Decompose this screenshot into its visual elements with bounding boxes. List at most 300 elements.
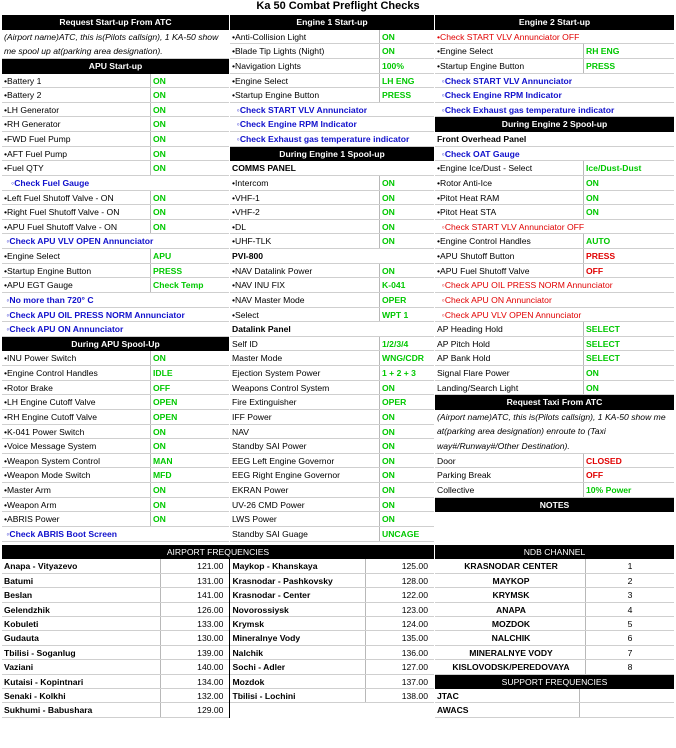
table-cell-value: 2 [627,575,633,586]
table-row-nalchik [435,631,674,645]
checklist-row-vhf-2 [230,205,434,220]
table-cell-name: Maykop - Khanskaya [230,559,366,572]
checklist-item-label: •RH Engine Cutoff Valve [2,410,151,424]
table-row-krasnodar-pashkovsky [230,574,434,588]
checklist-item-label: •Select [230,308,380,322]
checklist-item-label: IFF Power [230,410,380,424]
checklist-row-apu-egt-gauge [2,278,229,293]
table-row-kobuleti [2,617,229,631]
checklist-item-value: MAN [153,455,173,466]
checklist-item-label: ◦Check ABRIS Boot Screen [4,528,118,539]
table-cell-value: 121.00 [197,561,224,572]
checklist-item-label: •Pitot Heat STA [435,205,584,219]
table-row-krymsk [230,617,434,631]
checklist-row-collective [435,483,674,498]
checklist-row-nav [230,425,434,440]
checklist-row-signal-flare-power [435,366,674,381]
checklist-row-pitot-heat-sta [435,205,674,220]
checklist-item-label: •Startup Engine Button [435,59,584,73]
table-row-tbilisi-lochini [230,689,434,703]
page-title: Ka 50 Combat Preflight Checks [256,0,420,12]
checklist-row-self-id [230,337,434,352]
support-frequencies-list [435,689,674,718]
section-header-engine-2-startup: Engine 2 Start-up [435,15,674,30]
checklist-row-fuel-qty [2,161,229,176]
table-cell-name: Kobuleti [2,617,161,630]
checklist-item-value: ON [382,265,395,276]
table-cell-value: 123.00 [401,604,428,615]
checklist-item-value: ON [153,207,166,218]
checklist-item-value: ON [153,104,166,115]
table-cell-value: 128.00 [401,575,428,586]
table-cell-value [580,689,674,702]
checklist-row-apu-fuel-shutoff-valve [435,264,674,279]
checklist-row-anti-collision-light [230,30,434,45]
checklist-item-label: Master Mode [230,351,380,365]
table-row-tbilisi-soganlug [2,646,229,660]
checklist-item-value: ON [382,31,395,42]
checklist-row-startup-engine-button [2,264,229,279]
table-cell-value: 6 [627,633,633,644]
table-cell-name: Vaziani [2,660,161,673]
section-header-engine-1-startup: Engine 1 Start-up [230,15,434,30]
checklist-row-fire-extinguisher [230,395,434,410]
table-row-batumi [2,574,229,588]
checklist-row-voice-message-system [2,439,229,454]
checklist-item-label: Self ID [230,337,380,351]
checklist-item-label: •Blade Tip Lights (Night) [230,44,380,58]
checklist-item-value: PRESS [153,265,183,276]
checklist-item-value: ON [153,134,166,144]
checklist-item-label: ◦Check START VLV Annunciator OFF [437,221,585,232]
checklist-row-engine-select [2,249,229,264]
checklist-item-label: Door [435,454,584,468]
checklist-item-label: •VHF-2 [230,205,380,219]
checklist-item-value: ON [153,485,166,495]
checklist-row-engine-select [435,44,674,59]
front-overhead-panel-title: Front Overhead Panel [435,132,674,147]
checklist-item-label: NAV [230,425,380,439]
checklist-item-value: ON [382,455,395,466]
table-cell-value: 122.00 [401,590,428,601]
table-cell-value: 4 [627,604,633,615]
checklist-row-ap-pitch-hold [435,337,674,352]
checklist-item-value: ON [153,163,166,174]
checklist-row-eeg-left-engine-governor [230,454,434,469]
table-row-mineralnye-vody [435,646,674,660]
checklist-row-check-start-vlv-annunciator-off [435,220,674,235]
checklist-item-label: ◦Check Engine RPM Indicator [437,90,562,101]
table-row-gudauta [2,631,229,645]
checklist-row-standby-sai-guage [230,527,434,542]
table-cell-value: 130.00 [197,633,224,644]
table-row-maykop-khanskaya [230,559,434,573]
checklist-item-label: •Weapon System Control [2,454,151,468]
checklist-item-label: ◦Check APU VLV OPEN Annunciator [437,309,582,320]
table-cell-name: MAYKOP [435,574,586,587]
table-cell-value: 1 [627,561,633,572]
table-row-maykop [435,574,674,588]
checklist-row-dl [230,220,434,235]
table-cell-value: 3 [627,590,633,601]
checklist-item-label: AP Heading Hold [435,322,584,336]
section-header-apu-spool: During APU Spool-Up [2,337,229,352]
checklist-item-value: ON [382,426,395,437]
section-header-engine-2-spool: During Engine 2 Spool-up [435,117,674,132]
airport-list-right [230,559,434,717]
checklist-item-label: •Anti-Collision Light [230,30,380,44]
table-row-krasnodar-center [230,588,434,602]
request-taxi-text: (Airport name)ATC, this is(Pilots callsign), 1 KA-50 show me at(parking area designation) enroute to (Taxi way#/Runway#/Other Destination). [435,410,674,454]
checklist-item-label: •Pitot Heat RAM [435,191,584,205]
checklist-row-check-engine-rpm-indicator [230,117,434,132]
table-cell-name: Sochi - Adler [230,660,366,673]
checklist-item-label: ◦Check APU VLV OPEN Annunciator [4,236,154,247]
table-cell-name: NALCHIK [435,631,586,644]
engine-1-startup-list [230,30,434,147]
checklist-item-label: •Engine Select [2,249,151,263]
apu-spool-list [2,351,229,541]
checklist-item-label: •APU Fuel Shutoff Valve - ON [2,220,151,234]
table-cell-value: 8 [627,662,633,673]
checklist-row-lh-generator [2,103,229,118]
checklist-item-value: OPEN [153,397,178,408]
checklist-row-engine-control-handles [2,366,229,381]
checklist-row-engine-ice-dust-select [435,161,674,176]
section-header-apu-startup: APU Start-up [2,59,229,74]
checklist-item-label: AP Pitch Hold [435,337,584,351]
table-cell-value: 127.00 [401,662,428,673]
pvi-800-list [230,264,434,323]
checklist-row-check-engine-rpm-indicator [435,88,674,103]
checklist-item-value: ON [586,382,599,393]
checklist-row-check-fuel-gauge [2,176,229,191]
checklist-item-value: APU [153,251,172,261]
checklist-item-label: •Voice Message System [2,439,151,453]
checklist-row-check-apu-vlv-open-annunciator [435,308,674,323]
checklist-item-value: PRESS [586,60,616,71]
checklist-row-apu-fuel-shutoff-valve-on [2,220,229,235]
checklist-item-value: ON [586,207,599,218]
checklist-item-label: Fire Extinguisher [230,395,380,409]
table-cell-name: KRASNODAR CENTER [435,559,586,572]
table-cell-value [580,703,674,716]
checklist-row-aft-fuel-pump [2,147,229,162]
table-cell-name: Krymsk [230,617,366,630]
airport-frequencies-table [2,545,434,718]
checklist-row-select [230,308,434,323]
checklist-row-left-fuel-shutoff-valve-on [2,191,229,206]
checklist-row-startup-engine-button [435,59,674,74]
table-row-jtac [435,689,674,703]
table-cell-name: Mineralnye Vody [230,631,366,644]
table-cell-name: MOZDOK [435,617,586,630]
checklist-item-value: PRESS [586,251,616,261]
checklist-item-label: •Intercom [230,176,380,190]
checklist-item-value: ON [382,441,395,452]
checklist-row-intercom [230,176,434,191]
checklist-item-label: ◦Check Engine RPM Indicator [232,119,357,130]
checklist-item-label: •Engine Select [435,44,584,58]
checklist-item-value: OPEN [153,411,178,422]
checklist-item-label: •RH Generator [2,117,151,131]
column-engine-1 [230,15,434,542]
checklist-item-value: MFD [153,470,172,481]
checklist-item-label: •DL [230,220,380,234]
table-cell-value: 7 [627,647,633,658]
checklist-row-check-apu-vlv-open-annunciator [2,234,229,249]
engine-2-startup-list [435,30,674,118]
table-cell-name: KRYMSK [435,588,586,601]
checklist-row-check-start-vlv-annunciator [230,103,434,118]
checklist-row-check-start-vlv-annunciator-off [435,30,674,45]
table-row-sukhumi-babushara [2,703,229,717]
checklist-item-label: •Right Fuel Shutoff Valve - ON [2,205,151,219]
checklist-row-rh-engine-cutoff-valve [2,410,229,425]
table-cell-value: 141.00 [197,590,224,601]
checklist-item-label: Parking Break [435,468,584,482]
section-header-request-startup: Request Start-up From ATC [2,15,229,30]
checklist-item-value: OFF [153,382,171,393]
checklist-row-ejection-system-power [230,366,434,381]
datalink-panel-title: Datalink Panel [230,322,434,337]
checklist-item-label: ◦Check START VLV Annunciator [437,75,573,86]
apu-startup-list [2,74,229,337]
checklist-item-value: ON [153,499,166,510]
table-cell-name: Mozdok [230,675,366,688]
checklist-item-label: ◦Check APU ON Annunciator [437,294,552,305]
checklist-item-label: •NAV INU FIX [230,278,380,292]
checklist-row-weapon-mode-switch [2,468,229,483]
engine-2-spool-list [435,147,674,396]
table-cell-name: Tbilisi - Lochini [230,689,366,702]
checklist-row-inu-power-switch [2,351,229,366]
checklist-item-value: SELECT [586,353,620,364]
table-cell-value: 137.00 [401,676,428,687]
checklist-item-value: ON [153,514,166,525]
table-cell-name: Krasnodar - Center [230,588,366,601]
checklist-item-value: 1/2/3/4 [382,338,409,349]
checklist-item-label: •Navigation Lights [230,59,380,73]
checklist-row-check-oat-gauge [435,147,674,162]
checklist-item-label: UV-26 CMD Power [230,498,380,512]
checklist-item-value: ON [153,221,166,232]
checklist-row-navigation-lights [230,59,434,74]
checklist-row-rotor-brake [2,381,229,396]
checklist-item-value: ON [382,514,395,525]
table-cell-name: Tbilisi - Soganlug [2,646,161,659]
checklist-item-label: LWS Power [230,512,380,526]
table-row-senaki-kolkhi [2,689,229,703]
checklist-item-label: •Engine Control Handles [2,366,151,380]
table-cell-name: MINERALNYE VODY [435,646,586,659]
checklist-row-ap-bank-hold [435,351,674,366]
table-row-anapa-vityazevo [2,559,229,573]
checklist-row-check-abris-boot-screen [2,527,229,542]
table-cell-value: 138.00 [401,690,428,701]
checklist-item-label: •Weapon Arm [2,498,151,512]
table-cell-value: 140.00 [197,662,224,673]
checklist-item-value: UNCAGE [382,528,420,539]
checklist-item-value: OFF [586,470,604,481]
checklist-item-value: ON [382,207,395,218]
checklist-row-parking-break [435,468,674,483]
checklist-row-apu-shutoff-button [435,249,674,264]
checklist-row-engine-control-handles [435,234,674,249]
checklist-item-label: Signal Flare Power [435,366,584,380]
checklist-item-value: ON [382,411,395,422]
checklist-item-label: •Engine Ice/Dust - Select [435,161,584,175]
checklist-item-value: ON [382,177,395,188]
checklist-row-check-apu-oil-press-norm-annunciator [435,278,674,293]
checklist-item-label: ◦Check APU OIL PRESS NORM Annunciator [437,280,613,291]
checklist-item-label: ◦Check OAT Gauge [437,148,520,159]
checklist-item-label: •Battery 2 [2,88,151,102]
checklist-row-weapon-arm [2,498,229,513]
checklist-item-value: ON [153,353,166,364]
checklist-row-check-apu-on-annunciator [435,293,674,308]
checklist-item-label: EKRAN Power [230,483,380,497]
pvi-800-title: PVI-800 [230,249,434,264]
checklist-item-label: •LH Engine Cutoff Valve [2,395,151,409]
table-cell-value: 125.00 [401,561,428,572]
checklist-item-label: ◦Check Exhaust gas temperature indicator [232,134,410,144]
checklist-row-door [435,454,674,469]
checklist-item-label: •Engine Control Handles [435,234,584,248]
checklist-item-label: •INU Power Switch [2,351,151,365]
table-cell-value: 5 [627,618,633,629]
checklist-item-value: ON [153,90,166,101]
checklist-item-label: •Left Fuel Shutoff Valve - ON [2,191,151,205]
checklist-item-value: ON [382,236,395,247]
checklist-item-value: AUTO [586,236,611,247]
checklist-item-label: ◦No more than 720° C [4,294,94,305]
checklist-item-label: •ABRIS Power [2,512,151,526]
checklist-row-check-apu-oil-press-norm-annunciator [2,308,229,323]
checklist-item-label: ◦Check APU ON Annunciator [4,324,124,335]
table-cell-value: 136.00 [401,647,428,658]
checklist-item-value: Check Temp [153,280,204,291]
table-row-sochi-adler [230,660,434,674]
checklist-item-label: Standby SAI Guage [230,527,380,541]
checklist-item-label: •Rotor Anti-Ice [435,176,584,190]
checklist-row-rotor-anti-ice [435,176,674,191]
checklist-row-standby-sai-power [230,439,434,454]
table-cell-value: 131.00 [197,575,224,586]
checklist-item-value: ON [153,75,166,86]
checklist-row-battery-2 [2,88,229,103]
ndb-channel-list [435,559,674,674]
checklist-item-value: ON [153,192,166,203]
checklist-item-value: ON [382,46,395,57]
section-header-notes: NOTES [435,498,674,513]
checklist-row-no-more-than-720-c [2,293,229,308]
checklist-item-value: WNG/CDR [382,353,425,364]
checklist-row-iff-power [230,410,434,425]
checklist-item-value: ON [382,221,395,232]
table-cell-name: ANAPA [435,603,586,616]
table-row-krymsk [435,588,674,602]
table-row-mozdok [230,675,434,689]
checklist-item-label: ◦Check START VLV Annunciator [232,104,368,115]
checklist-item-label: Weapons Control System [230,381,380,395]
checklist-item-value: SELECT [586,338,620,349]
checklist-item-label: AP Bank Hold [435,351,584,365]
checklist-item-value: ON [382,192,395,203]
table-cell-value: 139.00 [197,647,224,658]
checklist-item-value: ON [382,499,395,510]
checklist-item-label: •Master Arm [2,483,151,497]
checklist-item-value: WPT 1 [382,309,409,320]
table-cell-value: 129.00 [197,705,224,716]
checklist-item-value: OPER [382,294,407,305]
checklist-row-nav-inu-fix [230,278,434,293]
checklist-item-value: CLOSED [586,455,622,466]
checklist-item-label: •Fuel QTY [2,161,151,175]
checklist-item-value: LH ENG [382,75,415,86]
checklist-row-pitot-heat-ram [435,191,674,206]
table-cell-value: 133.00 [197,618,224,629]
table-row-anapa [435,603,674,617]
checklist-item-label: •NAV Master Mode [230,293,380,307]
table-cell-name: Nalchik [230,646,366,659]
checklist-row-nav-datalink-power [230,264,434,279]
table-cell-name: KISLOVODSK/PEREDOVAYA [435,660,586,673]
checklist-item-label: •APU Fuel Shutoff Valve [435,264,584,278]
checklist-row-startup-engine-button [230,88,434,103]
checklist-item-label: •VHF-1 [230,191,380,205]
checklist-item-label: •APU EGT Gauge [2,278,151,292]
checklist-row-ap-heading-hold [435,322,674,337]
column-engine-2 [435,15,674,512]
checklist-row-rh-generator [2,117,229,132]
checklist-item-label: EEG Left Engine Governor [230,454,380,468]
checklist-item-label: •Check START VLV Annunciator OFF [437,31,580,42]
checklist-item-label: Ejection System Power [230,366,380,380]
table-cell-name: Sukhumi - Babushara [2,703,161,716]
comms-panel-title: COMMS PANEL [230,161,434,176]
table-row-awacs [435,703,674,717]
checklist-item-label: •Startup Engine Button [230,88,380,102]
checklist-item-value: ON [153,119,166,130]
table-row-nalchik [230,646,434,660]
checklist-row-landing-search-light [435,381,674,396]
checklist-item-label: Collective [435,483,584,497]
checklist-row-battery-1 [2,74,229,89]
datalink-panel-list [230,337,434,542]
checklist-item-label: •Weapon Mode Switch [2,468,151,482]
table-row-mineralnye-vody [230,631,434,645]
table-cell-name: Novorossiysk [230,603,366,616]
checklist-item-value: ON [586,368,599,378]
section-header-request-taxi: Request Taxi From ATC [435,395,674,410]
table-cell-name: AWACS [435,703,580,716]
table-cell-name: Beslan [2,588,161,601]
checklist-item-value: OPER [382,397,407,408]
checklist-item-value: ON [382,485,395,495]
table-row-kutaisi-kopintnari [2,675,229,689]
checklist-row-fwd-fuel-pump [2,132,229,147]
checklist-row-uhf-tlk [230,234,434,249]
table-cell-name: JTAC [435,689,580,702]
checklist-item-value: 1 + 2 + 3 [382,368,416,378]
checklist-item-value: ON [153,426,166,437]
table-cell-value: 132.00 [197,690,224,701]
table-row-krasnodar-center [435,559,674,573]
checklist-row-check-apu-on-annunciator [2,322,229,337]
table-row-vaziani [2,660,229,674]
checklist-item-value: ON [153,148,166,159]
